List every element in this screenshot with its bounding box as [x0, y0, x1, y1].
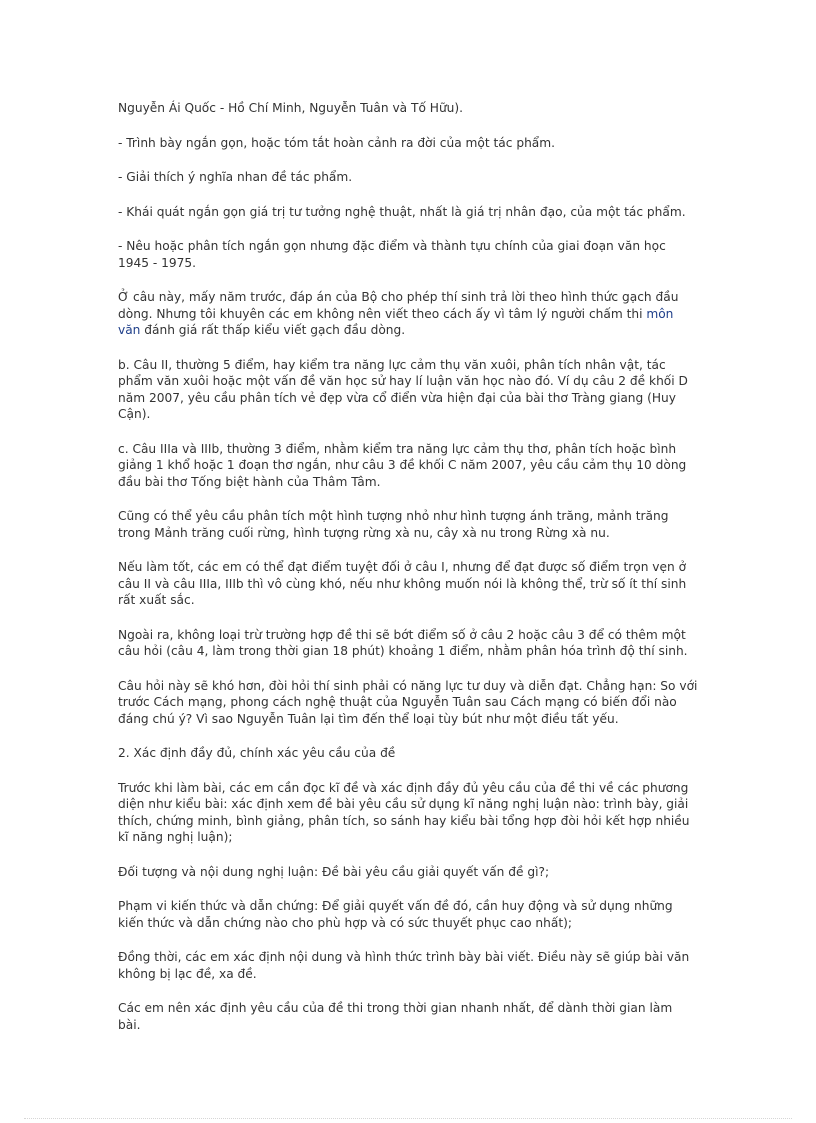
paragraph-13: Trước khi làm bài, các em cần đọc kĩ đề và xác định đầy đủ yêu cầu của đề thi về các phương diện như kiểu bài: xác định xem đề bài yêu cầu sử dụng kĩ năng nghị luận nào: trình bày, giải thích, chứng minh, bình giảng, phân tích, so sánh hay kiểu bài tổng hợp đòi hỏi kết hợp nhiều kĩ năng nghị luận);: [118, 780, 690, 844]
paragraph-9: Cũng có thể yêu cầu phân tích một hình tượng nhỏ như hình tượng ánh trăng, mảnh trăng trong Mảnh trăng cuối rừng, hình tượng rừng xà nu, cây xà nu trong Rừng xà nu.: [118, 509, 669, 540]
paragraph-4: - Khái quát ngắn gọn giá trị tư tưởng nghệ thuật, nhất là giá trị nhân đạo, của một tác phẩm.: [118, 204, 686, 219]
paragraph-7: b. Câu II, thường 5 điểm, hay kiểm tra năng lực cảm thụ văn xuôi, phân tích nhân vật, tác phẩm văn xuôi hoặc một vấn đề văn học sử hay lí luận văn học nào đó. Ví dụ câu 2 đề khối D năm 2007, yêu cầu phân tích vẻ đẹp vừa cổ điển vừa hiện đại của bài thơ Tràng giang (Huy Cận).: [118, 357, 688, 421]
paragraph-12: Câu hỏi này sẽ khó hơn, đòi hỏi thí sinh phải có năng lực tư duy và diễn đạt. Chẳng hạn: So với trước Cách mạng, phong cách nghệ thuật của Nguyễn Tuân sau Cách mạng có biến đổi nào đáng chú ý? Vì sao Nguyễn Tuân lại tìm đến thể loại tùy bút như một điều tất yếu.: [118, 678, 698, 726]
paragraph-17: Các em nên xác định yêu cầu của đề thi trong thời gian nhanh nhất, để dành thời gian làm bài.: [118, 1001, 673, 1032]
paragraph-14: Đối tượng và nội dung nghị luận: Đề bài yêu cầu giải quyết vấn đề gì?;: [118, 864, 550, 879]
paragraph-5: - Nêu hoặc phân tích ngắn gọn nhưng đặc điểm và thành tựu chính của giai đoạn văn học 1945 - 1975.: [118, 239, 666, 270]
paragraph-11: Ngoài ra, không loại trừ trường hợp đề thi sẽ bớt điểm số ở câu 2 hoặc câu 3 để có thêm một câu hỏi (câu 4, làm trong thời gian 18 phút) khoảng 1 điểm, nhằm phân hóa trình độ thí sinh.: [118, 627, 688, 658]
mon-van-link[interactable]: môn văn: [118, 306, 674, 337]
paragraph-6: [118, 289, 698, 339]
paragraph-10: Nếu làm tốt, các em có thể đạt điểm tuyệt đối ở câu I, nhưng để đạt được số điểm trọn vẹn ở câu II và câu IIIa, IIIb thì vô cùng khó, nếu như không muốn nói là không thể, trừ số ít thí sinh rất xuất sắc.: [118, 560, 687, 607]
paragraph-6-text-before: Ở câu này, mấy năm trước, đáp án của Bộ cho phép thí sinh trả lời theo hình thức gạch đầu dòng. Nhưng tôi khuyên các em không nên viết theo cách ấy vì tâm lý người chấm thi: [118, 290, 679, 321]
paragraph-15: Phạm vi kiến thức và dẫn chứng: Để giải quyết vấn đề đó, cần huy động và sử dụng những kiến thức và dẫn chứng nào cho phù hợp và có sức thuyết phục cao nhất);: [118, 899, 673, 930]
paragraph-6-text-after: đánh giá rất thấp kiểu viết gạch đầu dòng.: [140, 323, 406, 337]
page-bottom-divider: [24, 1118, 792, 1119]
paragraph-3: - Giải thích ý nghĩa nhan đề tác phẩm.: [118, 170, 353, 184]
document-body: [118, 100, 698, 1051]
paragraph-8: c. Câu IIIa và IIIb, thường 3 điểm, nhằm kiểm tra năng lực cảm thụ thơ, phân tích hoặc bình giảng 1 khổ hoặc 1 đoạn thơ ngắn, như câu 3 đề khối C năm 2007, yêu cầu cảm thụ 10 dòng đầu bài thơ Tống biệt hành của Thâm Tâm.: [118, 441, 687, 489]
paragraph-16: Đồng thời, các em xác định nội dung và hình thức trình bày bài viết. Điều này sẽ giúp bài văn không bị lạc đề, xa đề.: [118, 950, 690, 981]
section-heading: 2. Xác định đầy đủ, chính xác yêu cầu của đề: [118, 746, 396, 760]
paragraph-2: - Trình bày ngắn gọn, hoặc tóm tắt hoàn cảnh ra đời của một tác phẩm.: [118, 135, 556, 150]
paragraph-1: Nguyễn Ái Quốc - Hồ Chí Minh, Nguyễn Tuân và Tố Hữu).: [118, 101, 464, 115]
